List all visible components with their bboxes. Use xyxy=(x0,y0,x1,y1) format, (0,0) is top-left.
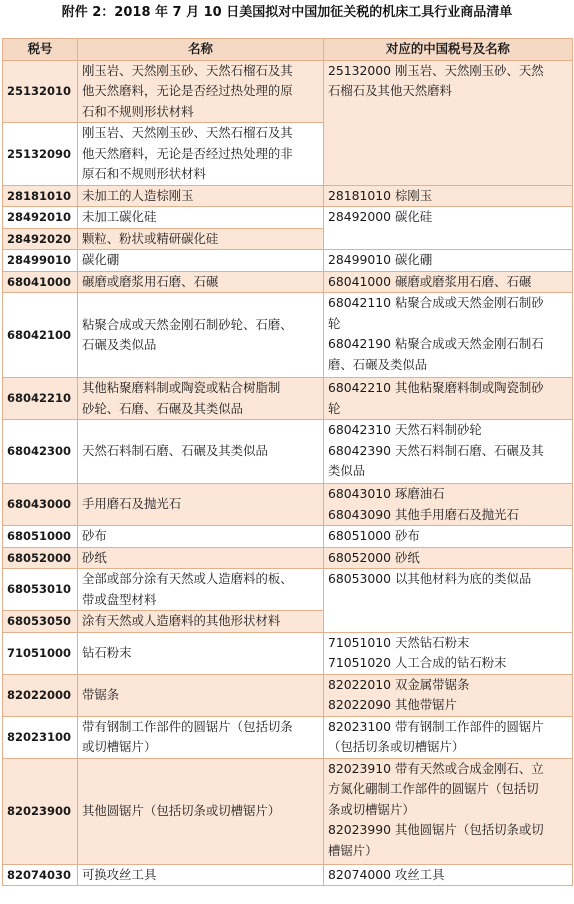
item-name: 未加工的人造棕刚玉 xyxy=(78,185,324,207)
item-name: 碾磨或磨浆用石磨、石碾 xyxy=(78,271,324,293)
item-name: 天然石料制石磨、石碾及其类似品 xyxy=(78,420,324,484)
item-name: 刚玉岩、天然刚玉砂、天然石榴石及其 他天然磨料，无论是否经过热处理的原 石和不规则形状材料 xyxy=(78,60,324,123)
hs-code: 71051000 xyxy=(3,632,78,674)
hs-code: 28181010 xyxy=(3,185,78,207)
hs-code: 68043000 xyxy=(3,484,78,526)
document-title: 附件 2：2018 年 7 月 10 日美国拟对中国加征关税的机床工具行业商品清单 xyxy=(61,5,513,20)
item-name: 全部或部分涂有天然或人造磨料的板、 带或盘型材料 xyxy=(78,569,324,611)
item-name: 钻石粉末 xyxy=(78,632,324,674)
cn-code-name: 28492000 碳化硅 xyxy=(324,207,573,250)
hs-code: 68053050 xyxy=(3,611,78,633)
hs-code: 25132090 xyxy=(3,123,78,186)
item-name: 其他粘聚磨料制或陶瓷或粘合树脂制 砂轮、石磨、石碾及其类似品 xyxy=(78,378,324,420)
hs-code: 68041000 xyxy=(3,271,78,293)
item-name: 未加工碳化硅 xyxy=(78,207,324,229)
item-name: 其他圆锯片（包括切条或切槽锯片） xyxy=(78,758,324,864)
hs-code: 68053010 xyxy=(3,569,78,611)
table-row xyxy=(3,864,573,886)
table-row xyxy=(3,674,573,716)
cn-code-name: 82023100 带有钢制工作部件的圆锯片 （包括切条或切槽锯片） xyxy=(324,716,573,758)
item-name: 涂有天然或人造磨料的其他形状材料 xyxy=(78,611,324,633)
cn-code-name: 71051010 天然钻石粉末 71051020 人工合成的钻石粉末 xyxy=(324,632,573,674)
cn-code-name: 82074000 攻丝工具 xyxy=(324,864,573,886)
table-row xyxy=(3,716,573,758)
table-row xyxy=(3,207,573,229)
table-row xyxy=(3,60,573,123)
cn-code-name: 28499010 碳化硼 xyxy=(324,250,573,272)
table-row xyxy=(3,758,573,864)
item-name: 砂纸 xyxy=(78,547,324,569)
cn-code-name: 68052000 砂纸 xyxy=(324,547,573,569)
hs-code: 28499010 xyxy=(3,250,78,272)
hs-code: 28492010 xyxy=(3,207,78,229)
table-row xyxy=(3,526,573,548)
header-cn: 对应的中国税号及名称 xyxy=(324,39,573,61)
hs-code: 28492020 xyxy=(3,228,78,250)
cn-code-name: 68053000 以其他材料为底的类似品 xyxy=(324,569,573,633)
table-row xyxy=(3,293,573,378)
cn-code-name: 68043010 琢磨油石 68043090 其他手用磨石及抛光石 xyxy=(324,484,573,526)
hs-code: 82074030 xyxy=(3,864,78,886)
table-row xyxy=(3,547,573,569)
table-row xyxy=(3,250,573,272)
table-header-row xyxy=(3,39,573,61)
table-row xyxy=(3,420,573,484)
cn-code-name: 68042310 天然石料制砂轮 68042390 天然石料制石磨、石碾及其 类似品 xyxy=(324,420,573,484)
table-row xyxy=(3,185,573,207)
cn-code-name: 28181010 棕刚玉 xyxy=(324,185,573,207)
hs-code: 82023100 xyxy=(3,716,78,758)
table-row xyxy=(3,378,573,420)
item-name: 碳化硼 xyxy=(78,250,324,272)
cn-code-name: 68041000 碾磨或磨浆用石磨、石碾 xyxy=(324,271,573,293)
item-name: 可换攻丝工具 xyxy=(78,864,324,886)
header-code: 税号 xyxy=(3,39,78,61)
cn-code-name: 68042210 其他粘聚磨料制或陶瓷制砂 轮 xyxy=(324,378,573,420)
item-name: 刚玉岩、天然刚玉砂、天然石榴石及其 他天然磨料，无论是否经过热处理的非 原石和不规则形状材料 xyxy=(78,123,324,186)
hs-code: 68042300 xyxy=(3,420,78,484)
cn-code-name: 68051000 砂布 xyxy=(324,526,573,548)
hs-code: 82022000 xyxy=(3,674,78,716)
hs-code: 25132010 xyxy=(3,60,78,123)
hs-code: 68042210 xyxy=(3,378,78,420)
cn-code-name: 82022010 双金属带锯条 82022090 其他带锯片 xyxy=(324,674,573,716)
item-name: 砂布 xyxy=(78,526,324,548)
tariff-table xyxy=(2,38,573,886)
hs-code: 68052000 xyxy=(3,547,78,569)
hs-code: 68051000 xyxy=(3,526,78,548)
hs-code: 68042100 xyxy=(3,293,78,378)
header-name: 名称 xyxy=(78,39,324,61)
item-name: 颗粒、粉状或精研碳化硅 xyxy=(78,228,324,250)
item-name: 粘聚合成或天然金刚石制砂轮、石磨、 石碾及类似品 xyxy=(78,293,324,378)
item-name: 带锯条 xyxy=(78,674,324,716)
table-row xyxy=(3,484,573,526)
table-row xyxy=(3,632,573,674)
cn-code-name: 82023910 带有天然或合成金刚石、立 方氮化硼制工作部件的圆锯片（包括切 条或切槽锯片） 82023990 其他圆锯片（包括切条或切 槽锯片） xyxy=(324,758,573,864)
cn-code-name: 25132000 刚玉岩、天然刚玉砂、天然 石榴石及其他天然磨料 xyxy=(324,60,573,185)
item-name: 手用磨石及抛光石 xyxy=(78,484,324,526)
table-row xyxy=(3,271,573,293)
table-row xyxy=(3,569,573,611)
cn-code-name: 68042110 粘聚合成或天然金刚石制砂 轮 68042190 粘聚合成或天然金刚石制石 磨、石碾及类似品 xyxy=(324,293,573,378)
item-name: 带有钢制工作部件的圆锯片（包括切条 或切槽锯片） xyxy=(78,716,324,758)
hs-code: 82023900 xyxy=(3,758,78,864)
